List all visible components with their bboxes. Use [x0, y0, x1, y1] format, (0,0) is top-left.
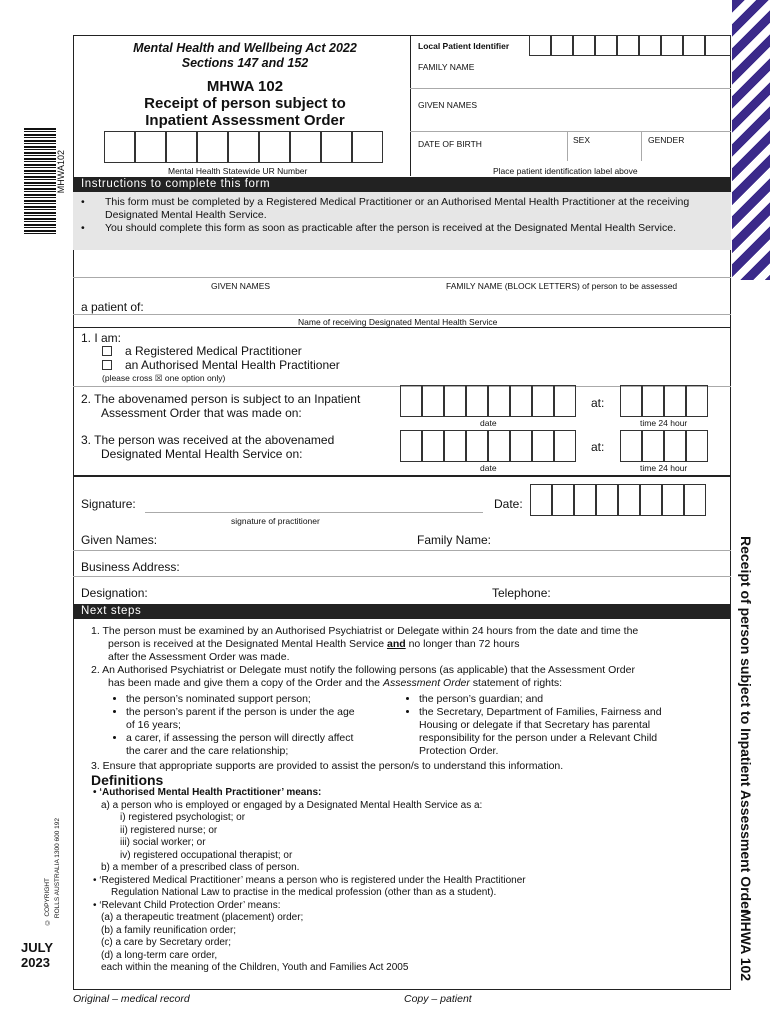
next-step-3: 3. Ensure that appropriate supports are provided to assist the person/s to understand this information. [91, 760, 564, 772]
next-step-1b [108, 638, 708, 651]
act-title: Mental Health and Wellbeing Act 2022 [133, 41, 357, 55]
definition-line: (a) a therapeutic treatment (placement) order; [101, 912, 304, 923]
divider [73, 327, 731, 328]
instructions-heading: Instructions to complete this form [73, 177, 731, 192]
q1-note: (please cross ☒ one option only) [102, 373, 226, 383]
ur-number-label: Mental Health Statewide UR Number [168, 166, 308, 176]
next-step-1c: after the Assessment Order was made. [108, 651, 290, 663]
given-names-field[interactable] [410, 131, 731, 132]
instructions-box: • This form must be completed by a Registered Medical Practitioner or an Authorised Mental Health Practitioner at the receiving Designated Mental Health Service. • You should complete this form as soon as practicable after the person is received at the Designated Mental Health Service. [73, 192, 731, 250]
business-address-field[interactable] [73, 576, 731, 577]
q2-date-input[interactable] [400, 385, 576, 417]
q3-date-input[interactable] [400, 430, 576, 462]
decorative-stripes [732, 0, 770, 280]
definition-line: iv) registered occupational therapist; or [120, 849, 293, 861]
service-name-field[interactable] [73, 314, 731, 315]
family-name-label: FAMILY NAME [418, 62, 475, 72]
definition-line: iii) social worker; or [120, 837, 206, 848]
notify-list-left [108, 693, 358, 758]
q2-at-label: at: [591, 396, 605, 410]
footer-original: Original – medical record [73, 993, 190, 1005]
barcode [24, 128, 56, 234]
divider [73, 475, 731, 477]
sig-date-label: Date: [494, 497, 523, 511]
footer-copy: Copy – patient [404, 993, 472, 1005]
person-name-field[interactable] [73, 277, 731, 278]
notify-item: • a carer, if assessing the person will directly affect the carer and the care relationship; [126, 732, 358, 758]
footer-month: JULY [21, 940, 54, 955]
person-family-name-label: FAMILY NAME (BLOCK LETTERS) of person to be assessed [446, 281, 678, 291]
instruction-item-2: You should complete this form as soon as practicable after the person is received at the Designated Mental Health Service. [105, 222, 677, 234]
option-amhp-label: an Authorised Mental Health Practitioner [125, 358, 340, 372]
instruction-item-1: This form must be completed by a Registered Medical Practitioner or an Authorised Mental Health Practitioner at the receiving Designated Mental Health Service. [105, 196, 690, 221]
signature-label: Signature: [81, 497, 136, 511]
next-step-1b-and: and [386, 638, 406, 650]
sig-family-label: Family Name: [417, 533, 492, 547]
q2-time-label: time 24 hour [640, 418, 688, 428]
service-name-label: Name of receiving Designated Mental Health Service [298, 317, 498, 327]
q2-date-label: date [480, 418, 497, 428]
definition-line: b) a member of a prescribed class of person. [101, 862, 300, 873]
local-id-label: Local Patient Identifier [418, 41, 510, 51]
q2-text-line1: 2. The abovenamed person is subject to an Inpatient [81, 392, 361, 406]
q2-text-line2: Assessment Order that was made on: [101, 406, 302, 420]
family-name-field[interactable] [410, 88, 731, 89]
notify-item: • the Secretary, Department of Families, Fairness and Housing or delegate if that Secretary has parental responsibility for the person under a Relevant Child Protection Order. [419, 706, 701, 758]
business-address-label: Business Address: [81, 560, 180, 574]
definition-line: • ‘Authorised Mental Health Practitioner’ means: [93, 787, 322, 798]
definition-line: • ‘Registered Medical Practitioner’ means a person who is registered under the Health Practitioner [93, 874, 526, 886]
notify-list-right [401, 693, 701, 758]
rolls-text: ROLLS AUSTRALIA 1300 600 192 [54, 818, 61, 919]
option-rmp-label: a Registered Medical Practitioner [125, 344, 302, 358]
signature-field[interactable] [145, 512, 483, 513]
definitions-list [93, 787, 713, 975]
sex-label: SEX [573, 135, 591, 145]
q3-time-input[interactable] [620, 430, 708, 462]
definitions-heading: Definitions [91, 772, 164, 788]
notify-item: • the person’s nominated support person; [126, 693, 358, 706]
person-given-names-label: GIVEN NAMES [211, 281, 271, 291]
q2-time-input[interactable] [620, 385, 708, 417]
telephone-label: Telephone: [492, 586, 551, 600]
definition-line: i) registered psychologist; or [120, 812, 246, 823]
q3-text-line1: 3. The person was received at the abovenamed [81, 433, 335, 447]
form-title-line1: Receipt of person subject to [144, 95, 346, 112]
definition-line: (d) a long-term care order, [101, 949, 218, 961]
q3-at-label: at: [591, 440, 605, 454]
footer-year: 2023 [21, 955, 50, 970]
gender-divider [641, 131, 642, 161]
definition-line: • ‘Relevant Child Protection Order’ means: [93, 899, 281, 911]
dob-label: DATE OF BIRTH [418, 139, 482, 149]
sig-date-input[interactable] [530, 484, 706, 516]
side-code: MHWA 102 [738, 910, 754, 982]
copyright-text: © COPYRIGHT [44, 878, 51, 926]
next-step-1a: 1. The person must be examined by an Authorised Psychiatrist or Delegate within 24 hours from the date and time the [91, 625, 639, 637]
signature-note: signature of practitioner [231, 516, 320, 526]
next-step-2b [108, 677, 708, 690]
q3-date-label: date [480, 463, 497, 473]
ur-number-input[interactable] [104, 131, 383, 163]
definition-line: (c) a care by Secretary order; [101, 937, 232, 948]
notify-item: • the person’s parent if the person is under the age of 16 years; [126, 706, 358, 732]
patient-of-label: a patient of: [81, 300, 144, 314]
notify-item: • the person’s guardian; and [419, 693, 701, 706]
sex-divider [567, 131, 568, 161]
local-id-input[interactable] [529, 35, 731, 56]
checkbox-rmp[interactable] [102, 346, 112, 356]
sections-title: Sections 147 and 152 [181, 56, 309, 70]
next-step-1b-post: no longer than 72 hours [405, 638, 520, 650]
next-step-2b-post: statement of rights: [469, 677, 563, 689]
next-step-2a: 2. An Authorised Psychiatrist or Delegate must notify the following persons (as applicable) that the Assessment Order [91, 664, 635, 676]
designation-label: Designation: [81, 586, 148, 600]
side-title: Receipt of person subject to Inpatient Assessment Order [738, 536, 754, 915]
given-names-label: GIVEN NAMES [418, 100, 478, 110]
next-step-2b-pre: has been made and give them a copy of the Order and the [108, 677, 383, 689]
sig-given-label: Given Names: [81, 533, 158, 547]
sig-names-field[interactable] [73, 550, 731, 551]
q1-text: 1. I am: [81, 331, 122, 345]
barcode-text: MHWA102 [56, 150, 66, 194]
next-step-1b-pre: person is received at the Designated Mental Health Service [108, 638, 387, 650]
q3-text-line2: Designated Mental Health Service on: [101, 447, 303, 461]
form-title-line2: Inpatient Assessment Order [145, 112, 345, 129]
checkbox-amhp[interactable] [102, 360, 112, 370]
next-step-2b-ital: Assessment Order [382, 677, 470, 689]
definition-line: a) a person who is employed or engaged by a Designated Mental Health Service as a: [101, 799, 483, 811]
gender-label: GENDER [648, 135, 685, 145]
definition-line: Regulation National Law to practise in the medical profession (other than as a student). [111, 887, 497, 898]
definition-line: ii) registered nurse; or [120, 824, 218, 836]
label-note: Place patient identification label above [493, 166, 638, 176]
definition-line: (b) a family reunification order; [101, 924, 237, 936]
q3-time-label: time 24 hour [640, 463, 688, 473]
form-code: MHWA 102 [206, 78, 284, 95]
next-steps-heading: Next steps [73, 604, 731, 619]
definition-line: each within the meaning of the Children, Youth and Families Act 2005 [101, 962, 409, 973]
